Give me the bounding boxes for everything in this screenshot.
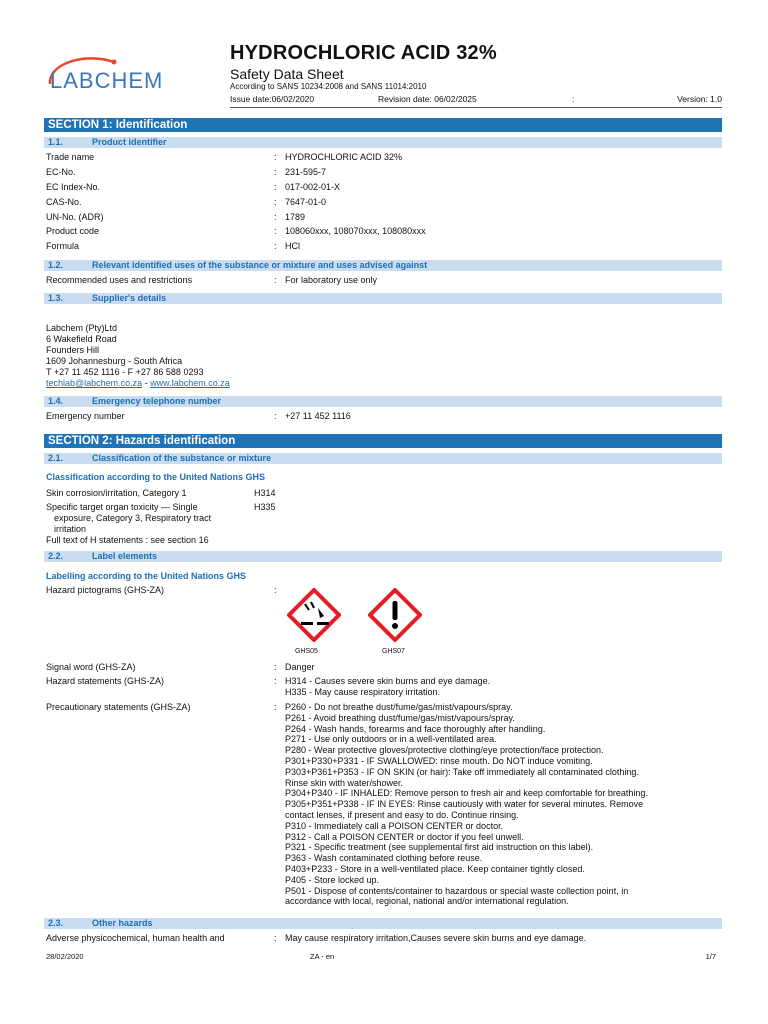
issue-meta-row	[230, 94, 722, 106]
subsection-1-1: 1.1. Product identifier	[44, 137, 722, 148]
class-stot-cont: exposure, Category 3, Respiratory tract irritation Full text of H statements : see section 16	[46, 513, 212, 545]
pictogram-label-ghs07: GHS07	[382, 648, 405, 655]
svg-text:LABCHEM: LABCHEM	[50, 68, 164, 93]
header-divider	[230, 107, 722, 108]
document-title: HYDROCHLORIC ACID 32%	[230, 42, 497, 64]
subsection-2-2: 2.2. Label elements	[44, 551, 722, 562]
classification-heading: Classification according to the United Nations GHS	[46, 472, 266, 482]
supplier-email-link[interactable]: techlab@labchem.co.za	[46, 378, 143, 388]
standards-reference: According to SANS 10234:2008 and SANS 11014:2010	[230, 82, 427, 91]
footer-date: 28/02/2020	[46, 952, 84, 961]
hazard-statements-list: H314 - Causes severe skin burns and eye damage. H335 - May cause respiratory irritation.	[285, 676, 491, 697]
subsection-2-1: 2.1. Classification of the substance or mixture	[44, 453, 722, 464]
version: Version: 1.0	[677, 94, 722, 104]
issue-date: Issue date:06/02/2020	[230, 94, 315, 104]
meta-colon: :	[572, 94, 575, 104]
section2-header: SECTION 2: Hazards identification	[44, 434, 722, 448]
footer-language: ZA - en	[310, 952, 335, 961]
subsection-1-2: 1.2. Relevant identified uses of the substance or mixture and uses advised against	[44, 260, 722, 271]
supplier-details: Labchem (Pty)Ltd 6 Wakefield Road Founders Hill 1609 Johannesburg - South Africa T +27 11 452 1116 - F +27 86 588 0293 techlab@labchem.co.za - www.labchem.co.za	[46, 323, 230, 388]
subsection-2-3: 2.3. Other hazards	[44, 918, 722, 929]
subsection-1-4: 1.4. Emergency telephone number	[44, 396, 722, 407]
footer-page-number: 1/7	[705, 952, 716, 961]
revision-date: Revision date: 06/02/2025	[378, 94, 477, 104]
document-subtitle: Safety Data Sheet	[230, 66, 344, 82]
corrosive-pictogram-icon	[287, 588, 341, 642]
precautionary-statements-list: P260 - Do not breathe dust/fume/gas/mist/vapours/spray. P261 - Avoid breathing dust/fume/gas/mist/vapours/spray. P264 - Wash hands, forearms and face thoroughly after handling. P271 - Use only outdoors or in a well-ventilated area. P280 - Wear protective gloves/protective clothing/eye protection/face protection. P301+P330+P331 - IF SWALLOWED: rinse mouth. Do NOT induce vomiting. P303+P361+P353 - IF ON SKIN (or hair): Take off immediately all contaminated clothing. Rinse skin with water/shower. P304+P340 - IF INHALED: Remove person to fresh air and keep comfortable for breathing. P305+P351+P338 - IF IN EYES: Rinse cautiously with water for several minutes. Remove contact lenses, if present and easy to do. Continue rinsing. P310 - Immediately call a POISON CENTER or doctor. P312 - Call a POISON CENTER or doctor if you feel unwell. P321 - Specific treatment (see supplemental first aid instruction on this label). P363 - Wash contaminated clothing before reuse. P403+P233 - Store in a well-ventilated place. Keep container tightly closed. P405 - Store locked up. P501 - Dispose of contents/container to hazardous or special waste collection point, in accordance with local, regional, national and/or international regulation.	[285, 702, 648, 907]
pictogram-label-ghs05: GHS05	[295, 648, 318, 655]
subsection-1-3: 1.3. Supplier's details	[44, 293, 722, 304]
section1-header: SECTION 1: Identification	[44, 118, 722, 132]
labelling-heading: Labelling according to the United Nations GHS	[46, 571, 247, 581]
exclamation-pictogram-icon	[368, 588, 422, 642]
labchem-logo	[44, 54, 226, 100]
supplier-website-link[interactable]: www.labchem.co.za	[150, 378, 230, 388]
